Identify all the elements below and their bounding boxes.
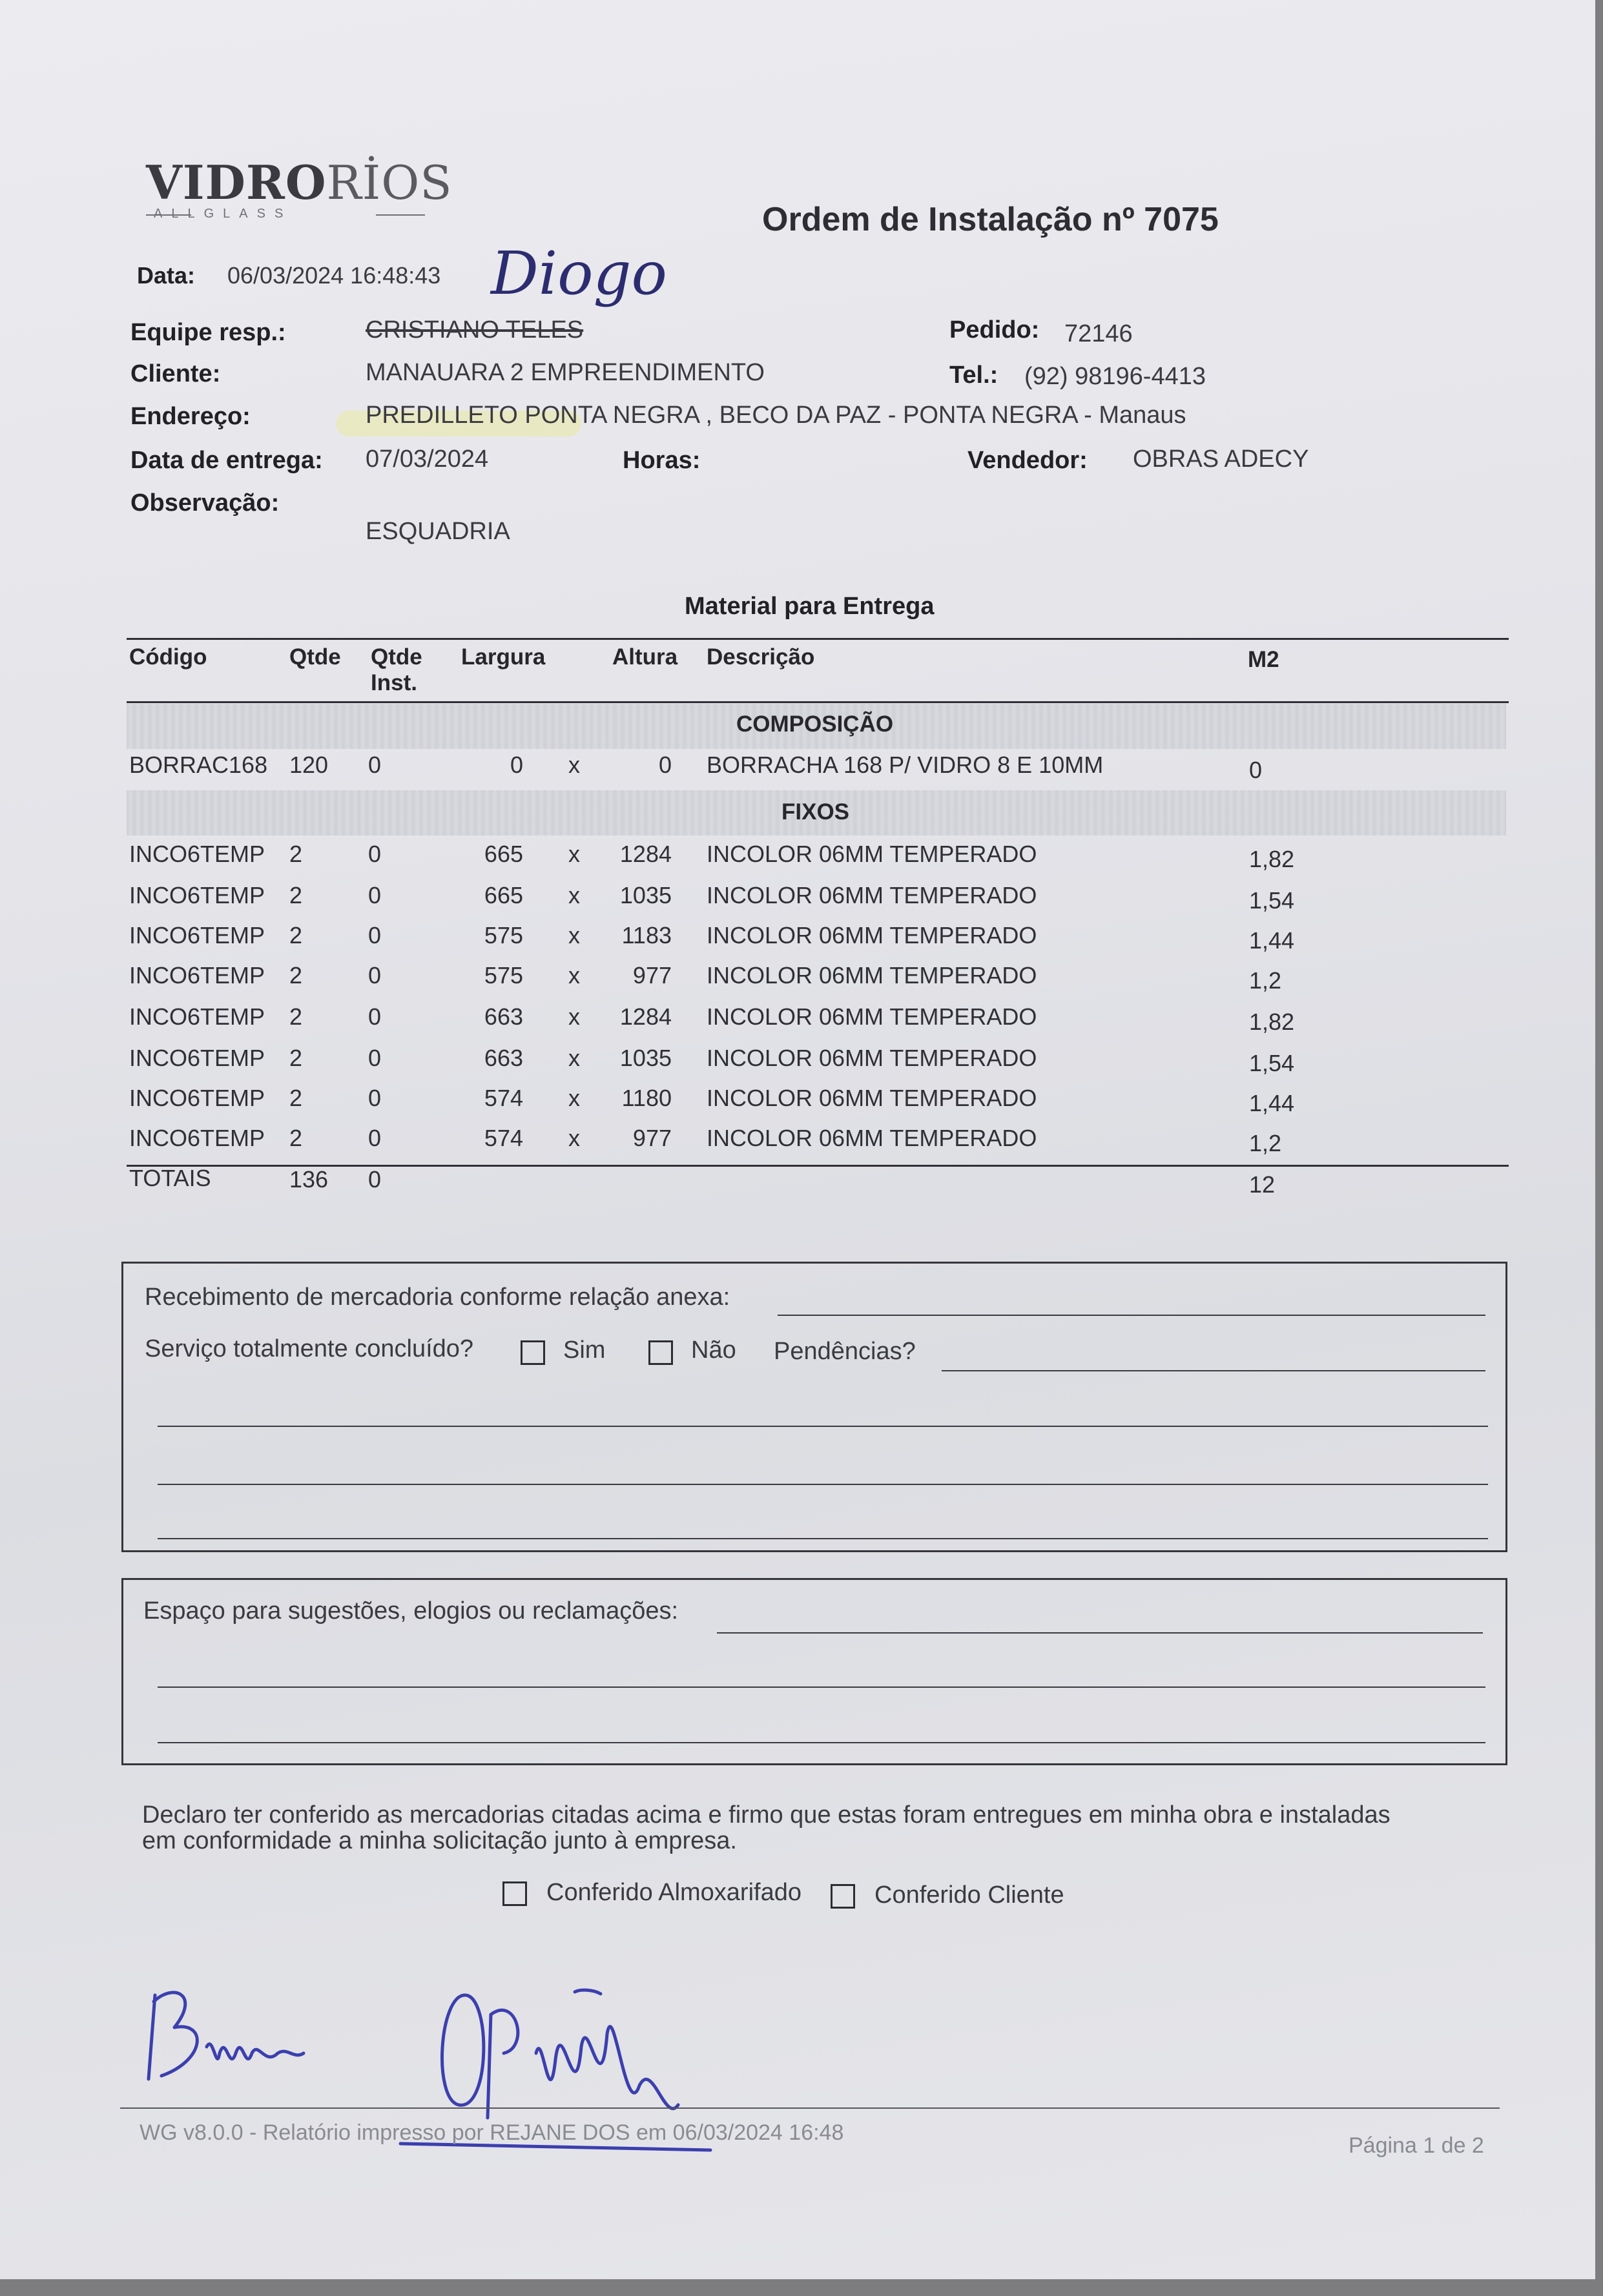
- table-top-rule: [127, 638, 1509, 640]
- obs-label: Observação:: [130, 489, 280, 517]
- cell-inst: 0: [368, 962, 382, 989]
- footer-printed-by: WG v8.0.0 - Relatório impresso por REJANE DOS em 06/03/2024 16:48: [140, 2120, 844, 2145]
- cell-inst: 0: [368, 1003, 382, 1030]
- cell-altura: 1284: [619, 841, 672, 867]
- cell-m2: 1,44: [1249, 1090, 1295, 1116]
- cell-largura: 663: [484, 1003, 523, 1030]
- cell-m2: 1,44: [1249, 927, 1295, 954]
- cell-largura: 0: [510, 752, 523, 778]
- equipe-label: Equipe resp.:: [130, 319, 286, 346]
- entrega-value: 07/03/2024: [366, 446, 489, 473]
- cell-x: x: [568, 922, 580, 948]
- col-qtde-inst-2: Inst.: [371, 670, 417, 695]
- col-descricao: Descrição: [707, 644, 815, 670]
- cell-x: x: [568, 841, 580, 867]
- endereco-value: PREDILLETO PONTA NEGRA , BECO DA PAZ - PONTA NEGRA - Manaus: [366, 402, 1186, 429]
- cell-codigo: INCO6TEMP: [129, 1045, 265, 1071]
- data-value: 06/03/2024 16:48:43: [227, 262, 441, 289]
- cliente-value: MANAUARA 2 EMPREENDIMENTO: [366, 359, 765, 386]
- cell-descricao: INCOLOR 06MM TEMPERADO: [707, 922, 1037, 948]
- cell-x: x: [568, 1045, 580, 1071]
- cell-x: x: [568, 962, 580, 989]
- cell-codigo: INCO6TEMP: [129, 1125, 265, 1151]
- cell-inst: 0: [368, 752, 382, 778]
- totals-m2: 12: [1249, 1171, 1276, 1198]
- cell-x: x: [568, 752, 580, 778]
- col-largura: Largura: [461, 644, 546, 670]
- cell-altura: 0: [658, 752, 672, 778]
- cell-m2: 1,2: [1249, 1130, 1282, 1156]
- cell-altura: 1035: [619, 882, 672, 908]
- vendedor-label: Vendedor:: [967, 447, 1088, 474]
- material-section-title: Material para Entrega: [685, 593, 935, 620]
- logo-rule-right: [376, 214, 425, 216]
- tel-value: (92) 98196-4413: [1024, 363, 1206, 390]
- col-m2: M2: [1248, 647, 1279, 672]
- cell-m2: 1,82: [1249, 1009, 1295, 1035]
- col-altura: Altura: [612, 644, 678, 670]
- declaration-line-2: em conformidade a minha solicitação junto à empresa.: [142, 1827, 737, 1854]
- recebimento-line[interactable]: [778, 1315, 1485, 1316]
- cliente-label: Cliente:: [130, 360, 221, 387]
- cell-m2: 1,54: [1249, 1050, 1295, 1076]
- almox-label: Conferido Almoxarifado: [546, 1879, 802, 1906]
- vendedor-value: OBRAS ADECY: [1133, 446, 1309, 473]
- almox-checkbox[interactable]: [502, 1881, 527, 1906]
- cell-inst: 0: [368, 882, 382, 908]
- cell-m2: 1,82: [1249, 846, 1295, 872]
- cell-descricao: INCOLOR 06MM TEMPERADO: [707, 962, 1037, 989]
- group-fixos: FIXOS: [781, 799, 850, 825]
- equipe-value: CRISTIANO TELES: [366, 316, 584, 343]
- cell-qtde: 120: [289, 752, 329, 778]
- pendencias-line[interactable]: [942, 1370, 1485, 1371]
- cell-codigo: INCO6TEMP: [129, 841, 265, 867]
- cell-codigo: INCO6TEMP: [129, 882, 265, 908]
- endereco-label: Endereço:: [130, 403, 251, 430]
- cell-altura: 977: [632, 962, 672, 989]
- cell-qtde: 2: [289, 962, 303, 989]
- cell-inst: 0: [368, 922, 382, 948]
- cell-m2: 1,54: [1249, 887, 1295, 914]
- totals-label: TOTAIS: [129, 1165, 211, 1191]
- col-qtde-inst-1: Qtde: [371, 644, 422, 670]
- suggestion-line-0[interactable]: [717, 1632, 1483, 1634]
- cell-x: x: [568, 882, 580, 908]
- suggestion-line-2[interactable]: [158, 1742, 1485, 1743]
- col-codigo: Código: [129, 644, 207, 670]
- cell-descricao: INCOLOR 06MM TEMPERADO: [707, 1085, 1037, 1111]
- cell-qtde: 2: [289, 1003, 303, 1030]
- cell-largura: 663: [484, 1045, 523, 1071]
- handwritten-name: Diogo: [491, 239, 667, 308]
- receipt-line-1[interactable]: [158, 1426, 1488, 1427]
- pendencias-label: Pendências?: [774, 1338, 916, 1365]
- cliente-conf-label: Conferido Cliente: [874, 1881, 1064, 1909]
- cell-m2: 1,2: [1249, 967, 1282, 994]
- totals-inst: 0: [368, 1166, 382, 1193]
- cell-x: x: [568, 1125, 580, 1151]
- totals-rule: [127, 1165, 1509, 1167]
- cell-largura: 665: [484, 841, 523, 867]
- sim-checkbox[interactable]: [521, 1340, 545, 1365]
- cell-x: x: [568, 1003, 580, 1030]
- tel-label: Tel.:: [949, 362, 998, 389]
- data-label: Data:: [137, 262, 196, 289]
- nao-checkbox[interactable]: [648, 1340, 673, 1365]
- logo-bold-text: VIDRO: [146, 155, 327, 210]
- pedido-value: 72146: [1064, 320, 1133, 347]
- cell-codigo: INCO6TEMP: [129, 1003, 265, 1030]
- logo-subtitle: ALLGLASS: [154, 207, 293, 221]
- document-title: Ordem de Instalação nº 7075: [762, 201, 1219, 238]
- company-logo: [146, 155, 453, 210]
- cell-qtde: 2: [289, 1045, 303, 1071]
- cell-qtde: 2: [289, 882, 303, 908]
- cell-descricao: INCOLOR 06MM TEMPERADO: [707, 1125, 1037, 1151]
- recebimento-label: Recebimento de mercadoria conforme relação anexa:: [145, 1284, 730, 1311]
- suggestion-line-1[interactable]: [158, 1686, 1485, 1688]
- receipt-line-2[interactable]: [158, 1484, 1488, 1485]
- cell-qtde: 2: [289, 1125, 303, 1151]
- suggestion-label: Espaço para sugestões, elogios ou reclamações:: [143, 1597, 679, 1625]
- cell-m2: 0: [1249, 757, 1263, 783]
- declaration-line-1: Declaro ter conferido as mercadorias citadas acima e firmo que estas foram entregues em minha obra e instaladas: [142, 1801, 1391, 1829]
- header-bottom-rule: [127, 701, 1509, 703]
- cell-inst: 0: [368, 1085, 382, 1111]
- obs-value: ESQUADRIA: [366, 518, 510, 545]
- signature-line: [120, 2107, 1500, 2109]
- group-composicao: COMPOSIÇÃO: [736, 712, 894, 737]
- cell-altura: 1183: [621, 922, 672, 948]
- cell-largura: 665: [484, 882, 523, 908]
- cell-qtde: 2: [289, 841, 303, 867]
- cell-codigo: INCO6TEMP: [129, 922, 265, 948]
- cell-descricao: INCOLOR 06MM TEMPERADO: [707, 882, 1037, 908]
- footer-page: Página 1 de 2: [1349, 2133, 1484, 2158]
- cell-x: x: [568, 1085, 580, 1111]
- cell-descricao: BORRACHA 168 P/ VIDRO 8 E 10MM: [707, 752, 1104, 778]
- cell-qtde: 2: [289, 922, 303, 948]
- cell-largura: 574: [484, 1085, 523, 1111]
- cell-largura: 575: [484, 962, 523, 989]
- cliente-checkbox[interactable]: [831, 1884, 855, 1909]
- cell-inst: 0: [368, 1045, 382, 1071]
- cell-descricao: INCOLOR 06MM TEMPERADO: [707, 841, 1037, 867]
- pedido-label: Pedido:: [949, 316, 1040, 343]
- logo-light-text: RİOS: [326, 156, 453, 210]
- totals-qtde: 136: [289, 1166, 329, 1193]
- nao-label: Não: [691, 1337, 736, 1364]
- cell-largura: 575: [484, 922, 523, 948]
- cell-codigo: INCO6TEMP: [129, 1085, 265, 1111]
- cell-inst: 0: [368, 1125, 382, 1151]
- receipt-line-3[interactable]: [158, 1538, 1488, 1539]
- cell-inst: 0: [368, 841, 382, 867]
- entrega-label: Data de entrega:: [130, 447, 323, 474]
- cell-altura: 1180: [621, 1085, 672, 1111]
- sim-label: Sim: [563, 1337, 606, 1364]
- horas-label: Horas:: [623, 447, 701, 474]
- cell-qtde: 2: [289, 1085, 303, 1111]
- servico-label: Serviço totalmente concluído?: [145, 1335, 474, 1362]
- cell-altura: 1284: [619, 1003, 672, 1030]
- cell-descricao: INCOLOR 06MM TEMPERADO: [707, 1003, 1037, 1030]
- cell-codigo: BORRAC168: [129, 752, 268, 778]
- cell-altura: 1035: [619, 1045, 672, 1071]
- col-qtde: Qtde: [289, 644, 341, 670]
- cell-largura: 574: [484, 1125, 523, 1151]
- cell-altura: 977: [632, 1125, 672, 1151]
- cell-codigo: INCO6TEMP: [129, 962, 265, 989]
- cell-descricao: INCOLOR 06MM TEMPERADO: [707, 1045, 1037, 1071]
